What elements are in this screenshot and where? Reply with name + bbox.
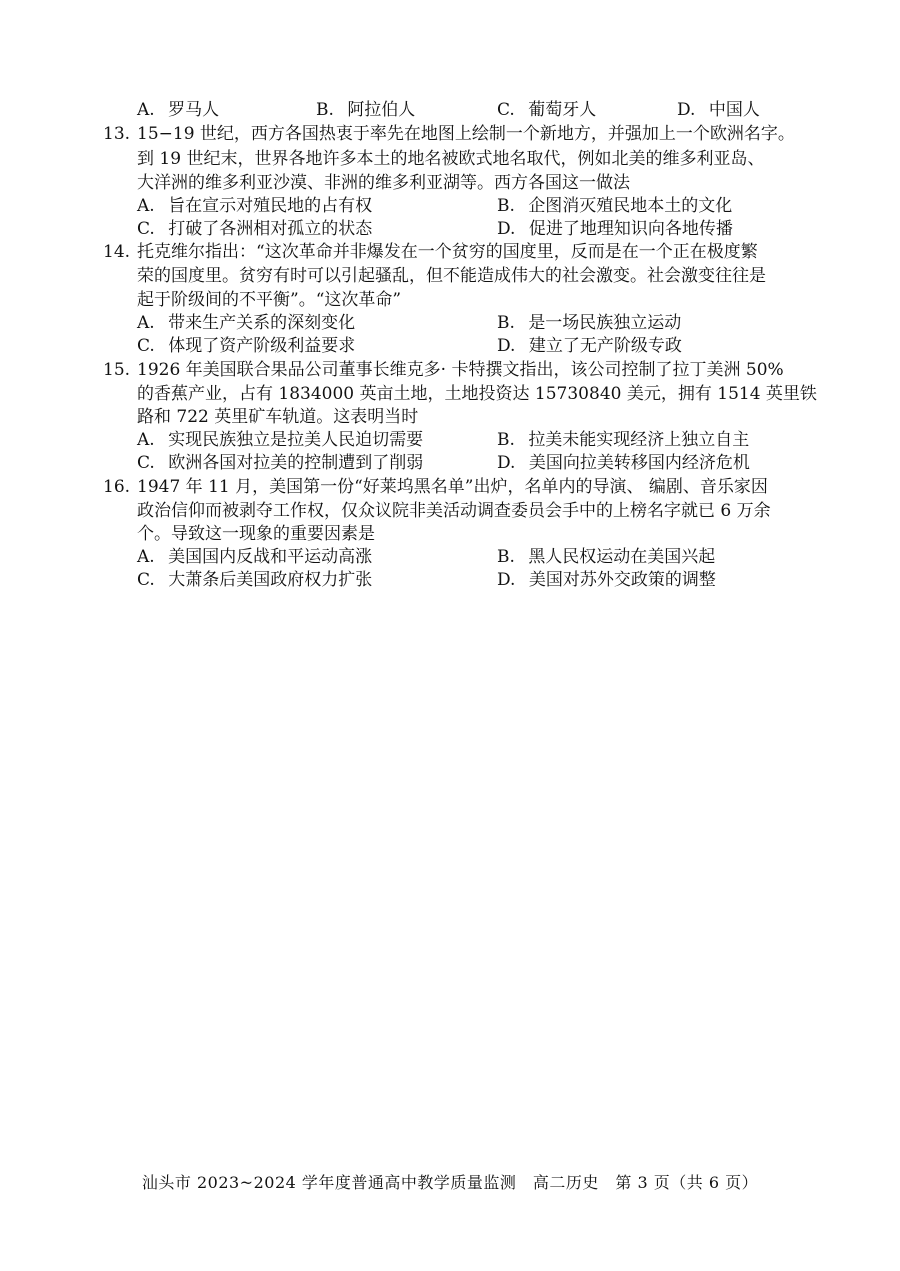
question-text-line: 起于阶级间的不平衡”。“这次革命” bbox=[137, 290, 402, 310]
question-text-line: 1926 年美国联合果品公司董事长维克多· 卡特撰文指出，该公司控制了拉丁美洲 50% bbox=[137, 360, 784, 380]
option-letter: D. bbox=[497, 570, 516, 590]
q15-option-c bbox=[137, 451, 423, 475]
option-text: 实现民族独立是拉美人民迫切需要 bbox=[168, 430, 424, 450]
option-text: 美国对苏外交政策的调整 bbox=[528, 570, 716, 590]
question-number: 13. bbox=[103, 124, 131, 144]
q14-option-d bbox=[497, 334, 682, 358]
question-text-line: 路和 722 英里矿车轨道。这表明当时 bbox=[137, 407, 419, 427]
option-letter: D. bbox=[677, 100, 696, 120]
option-letter: C. bbox=[497, 100, 515, 120]
option-text: 美国向拉美转移国内经济危机 bbox=[528, 453, 750, 473]
question-text-line: 1947 年 11 月，美国第一份“好莱坞黑名单”出炉，名单内的导演、 编剧、音乐家因 bbox=[137, 477, 768, 497]
q13-option-a bbox=[137, 194, 372, 218]
question-text-line: 到 19 世纪末，世界各地许多本土的地名被欧式地名取代，例如北美的维多利亚岛、 bbox=[137, 149, 765, 169]
option-letter: A. bbox=[137, 313, 155, 333]
option-text: 带来生产关系的深刻变化 bbox=[168, 313, 356, 333]
q12-option-b bbox=[316, 98, 415, 122]
q15-option-d bbox=[497, 451, 750, 475]
option-letter: A. bbox=[137, 100, 155, 120]
page-footer: 汕头市 2023~2024 学年度普通高中教学质量监测 高二历史 第 3 页（共 6 页） bbox=[141, 1173, 759, 1192]
option-text: 体现了资产阶级利益要求 bbox=[168, 336, 356, 356]
q15-option-b bbox=[497, 428, 749, 452]
option-letter: D. bbox=[497, 336, 516, 356]
q12-option-d bbox=[677, 98, 760, 122]
option-letter: B. bbox=[497, 547, 515, 567]
option-letter: A. bbox=[137, 430, 155, 450]
option-text: 企图消灭殖民地本土的文化 bbox=[528, 196, 733, 216]
question-text-line: 个。导致这一现象的重要因素是 bbox=[137, 524, 375, 544]
q16-option-a bbox=[137, 545, 372, 569]
q14-option-b bbox=[497, 311, 681, 335]
option-text: 大萧条后美国政府权力扩张 bbox=[168, 570, 373, 590]
option-text: 美国国内反战和平运动高涨 bbox=[168, 547, 373, 567]
q15-option-a bbox=[137, 428, 423, 452]
question-text-line: 15−19 世纪，西方各国热衷于率先在地图上绘制一个新地方，并强加上一个欧洲名字。 bbox=[137, 124, 795, 144]
option-letter: D. bbox=[497, 453, 516, 473]
q12-option-a bbox=[137, 98, 219, 122]
q12-option-c bbox=[497, 98, 596, 122]
question-number: 15. bbox=[103, 360, 131, 380]
option-letter: B. bbox=[497, 313, 515, 333]
question-text-line: 政治信仰而被剥夺工作权，仅众议院非美活动调查委员会手中的上榜名字就已 6 万余 bbox=[137, 501, 771, 521]
q16-option-b bbox=[497, 545, 715, 569]
option-text: 欧洲各国对拉美的控制遭到了削弱 bbox=[168, 453, 424, 473]
option-text: 葡萄牙人 bbox=[528, 100, 597, 120]
option-text: 是一场民族独立运动 bbox=[528, 313, 682, 333]
option-letter: A. bbox=[137, 196, 155, 216]
option-letter: B. bbox=[316, 100, 334, 120]
option-letter: C. bbox=[137, 336, 155, 356]
option-text: 促进了地理知识向各地传播 bbox=[528, 219, 733, 239]
option-text: 阿拉伯人 bbox=[347, 100, 416, 120]
option-letter: A. bbox=[137, 547, 155, 567]
option-text: 建立了无产阶级专政 bbox=[528, 336, 682, 356]
q14-option-a bbox=[137, 311, 355, 335]
option-letter: C. bbox=[137, 570, 155, 590]
question-number: 16. bbox=[103, 477, 131, 497]
option-letter: D. bbox=[497, 219, 516, 239]
question-text-line: 荣的国度里。贫穷有时可以引起骚乱，但不能造成伟大的社会激变。社会激变往往是 bbox=[137, 266, 766, 286]
q13-option-c bbox=[137, 217, 372, 241]
q16-option-c bbox=[137, 568, 372, 592]
option-text: 打破了各洲相对孤立的状态 bbox=[168, 219, 373, 239]
q13-option-d bbox=[497, 217, 733, 241]
option-text: 旨在宣示对殖民地的占有权 bbox=[168, 196, 373, 216]
option-letter: C. bbox=[137, 219, 155, 239]
q14-option-c bbox=[137, 334, 355, 358]
q16-option-d bbox=[497, 568, 716, 592]
question-text-line: 托克维尔指出：“这次革命并非爆发在一个贫穷的国度里，反而是在一个正在极度繁 bbox=[137, 242, 758, 262]
option-text: 中国人 bbox=[708, 100, 760, 120]
option-letter: B. bbox=[497, 430, 515, 450]
question-number: 14. bbox=[103, 242, 131, 262]
option-letter: B. bbox=[497, 196, 515, 216]
question-text-line: 的香蕉产业，占有 1834000 英亩土地，土地投资达 15730840 美元，拥有 1514 英里铁 bbox=[137, 384, 817, 404]
option-text: 罗马人 bbox=[168, 100, 220, 120]
option-text: 黑人民权运动在美国兴起 bbox=[528, 547, 716, 567]
option-letter: C. bbox=[137, 453, 155, 473]
option-text: 拉美未能实现经济上独立自主 bbox=[528, 430, 750, 450]
q13-option-b bbox=[497, 194, 732, 218]
question-text-line: 大洋洲的维多利亚沙漠、非洲的维多利亚湖等。西方各国这一做法 bbox=[137, 173, 630, 193]
